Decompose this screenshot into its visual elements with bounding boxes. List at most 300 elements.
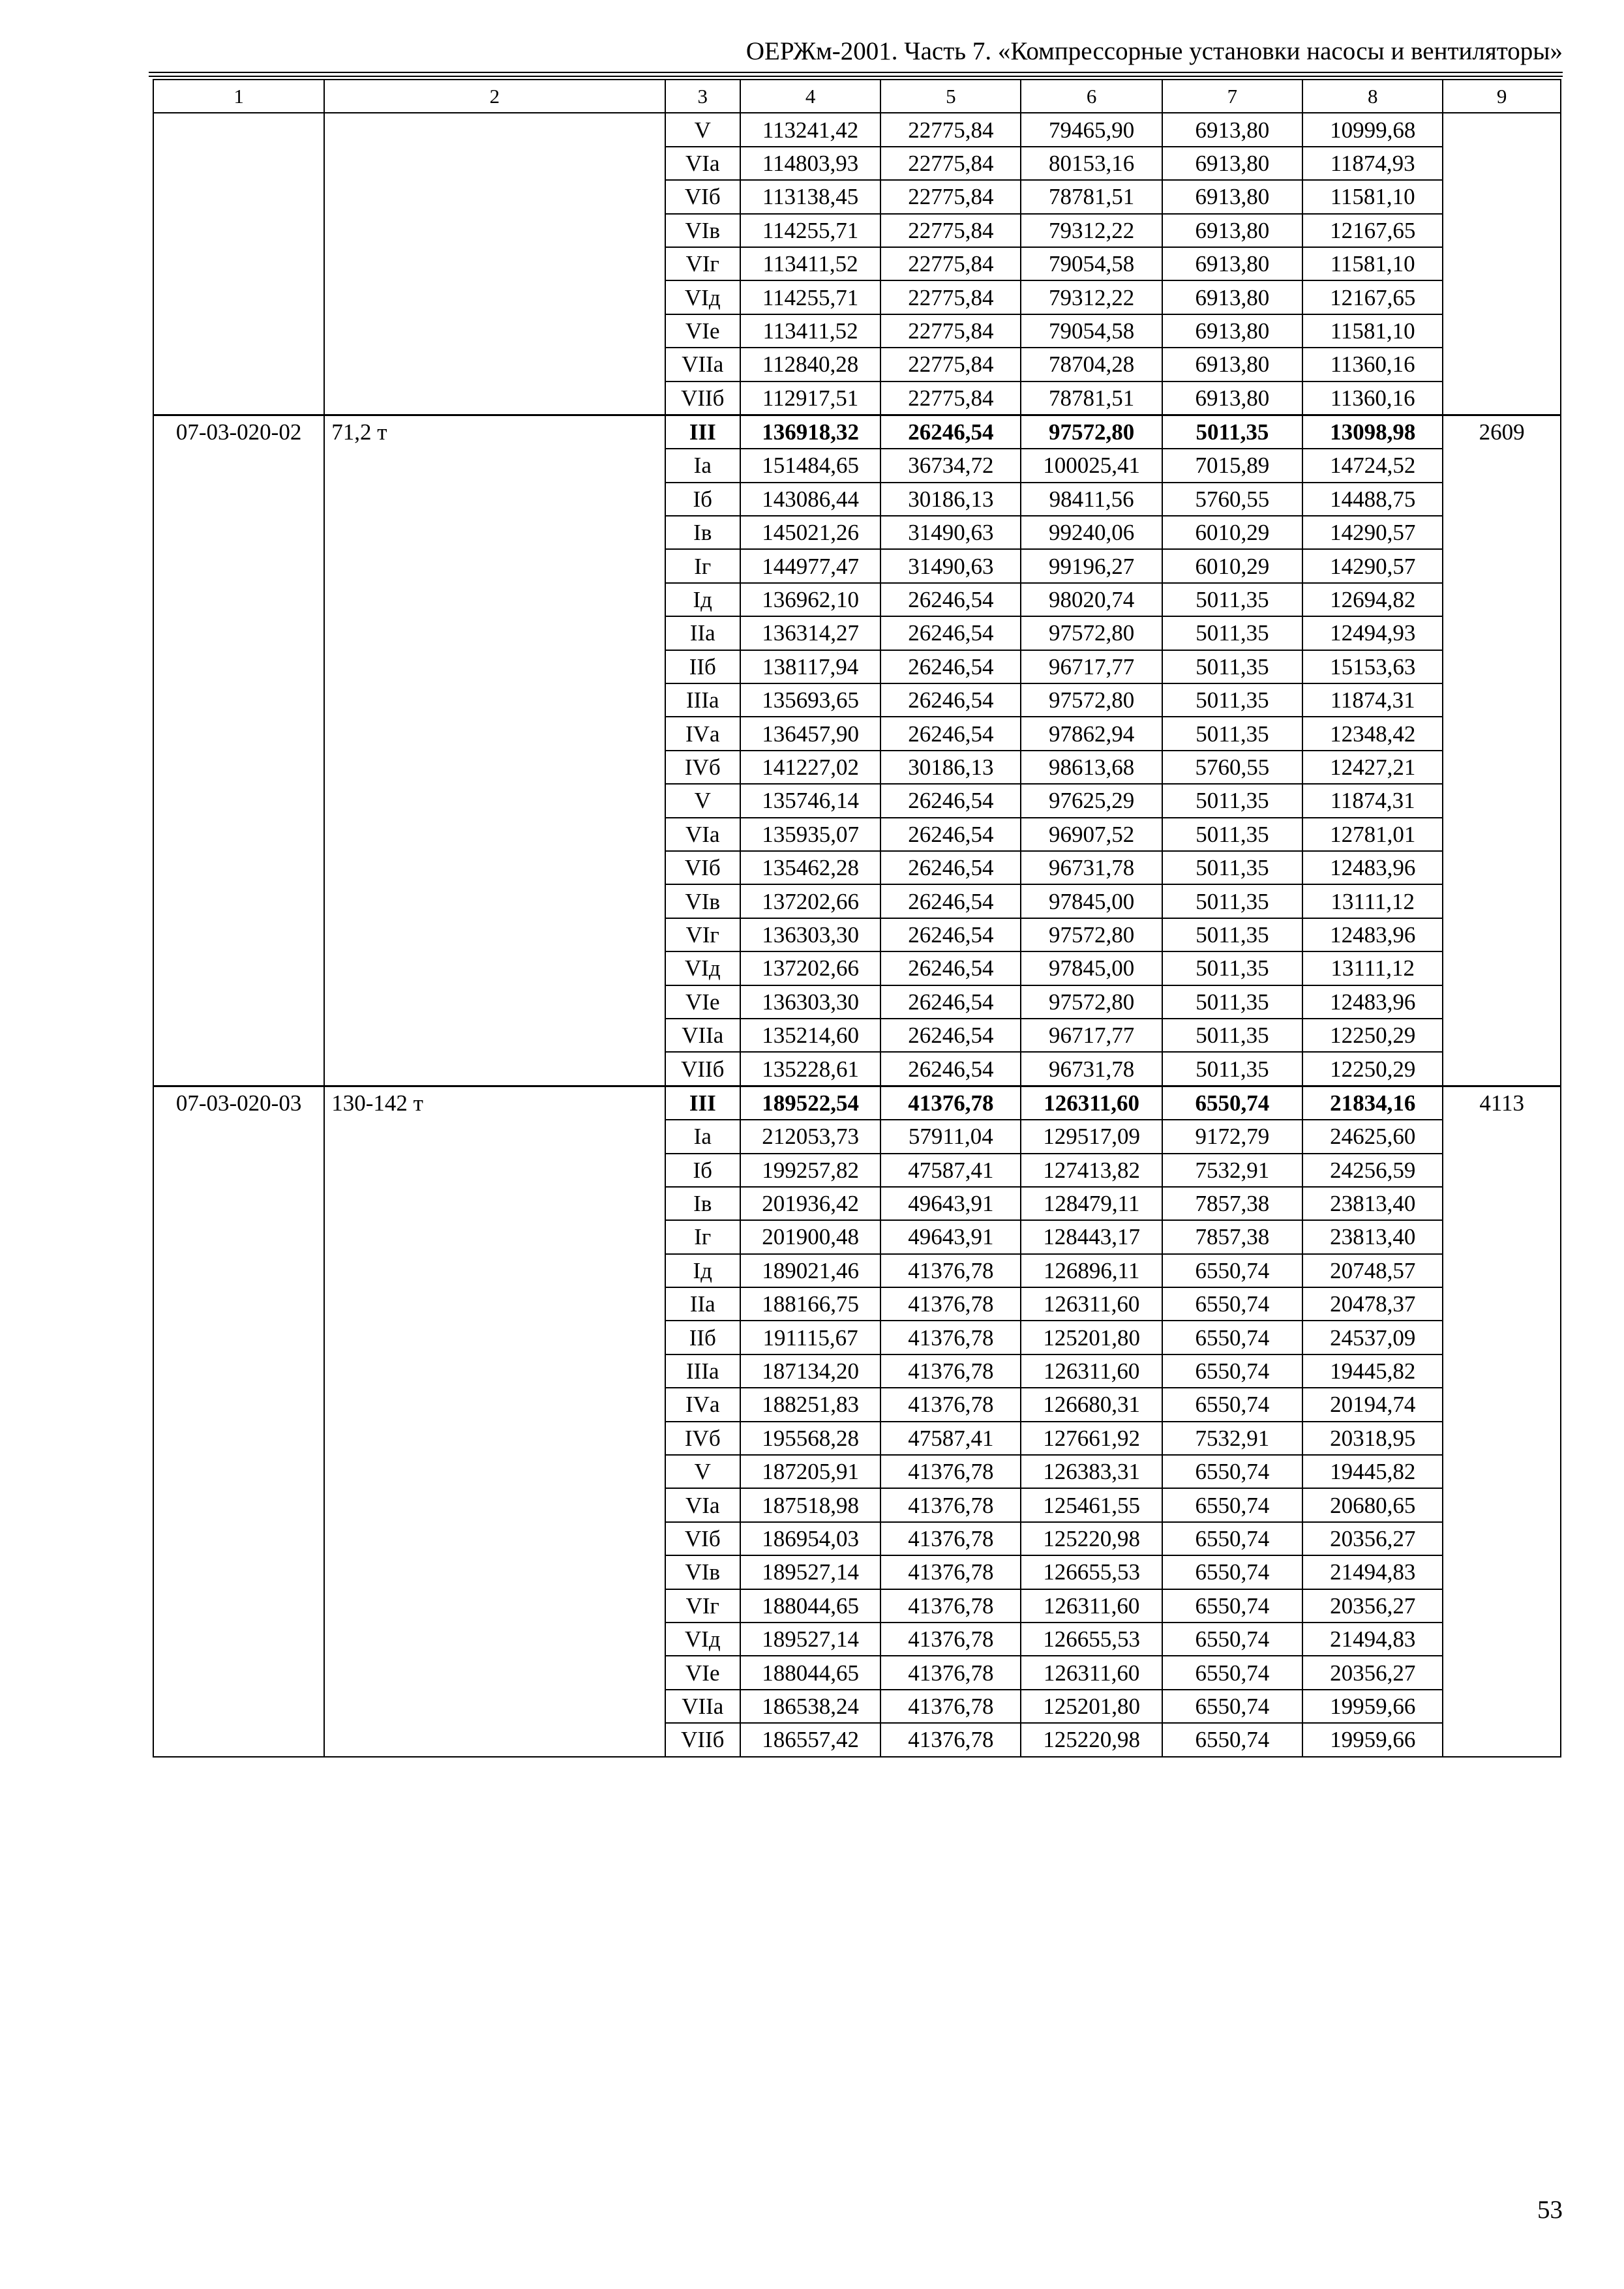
value-cell: 6550,74: [1162, 1690, 1302, 1723]
page-header-title: ОЕРЖм-2001. Часть 7. «Компрессорные установки насосы и вентиляторы»: [745, 37, 1563, 65]
value-cell: 26246,54: [880, 683, 1021, 717]
value-cell: 126311,60: [1021, 1589, 1162, 1623]
value-cell: 22775,84: [880, 348, 1021, 381]
value-cell: 12494,93: [1302, 616, 1443, 650]
value-cell: 14488,75: [1302, 483, 1443, 516]
value-cell: 126680,31: [1021, 1388, 1162, 1421]
value-cell: 20318,95: [1302, 1422, 1443, 1455]
value-cell: 189522,54: [740, 1086, 880, 1120]
column-number: 1: [153, 80, 324, 113]
value-cell: 97572,80: [1021, 415, 1162, 449]
value-cell: 98020,74: [1021, 583, 1162, 616]
value-cell: 13111,12: [1302, 951, 1443, 985]
value-cell: 136918,32: [740, 415, 880, 449]
value-cell: 6550,74: [1162, 1455, 1302, 1488]
value-cell: 22775,84: [880, 314, 1021, 348]
value-cell: 97862,94: [1021, 717, 1162, 750]
category-cell: Iб: [665, 1154, 740, 1187]
value-cell: 6913,80: [1162, 214, 1302, 247]
value-cell: 49643,91: [880, 1220, 1021, 1253]
value-cell: 97572,80: [1021, 683, 1162, 717]
value-cell: 113138,45: [740, 180, 880, 213]
value-cell: 79465,90: [1021, 113, 1162, 146]
value-cell: 188044,65: [740, 1656, 880, 1689]
column-number-row: [153, 80, 1561, 113]
resource-name-cell: 71,2 т: [324, 415, 665, 1086]
value-cell: 41376,78: [880, 1522, 1021, 1555]
category-cell: VIIа: [665, 348, 740, 381]
value-cell: 99196,27: [1021, 549, 1162, 582]
page-number: 53: [1537, 2196, 1563, 2224]
value-cell: 126311,60: [1021, 1287, 1162, 1321]
value-cell: 6913,80: [1162, 180, 1302, 213]
category-cell: VIIа: [665, 1019, 740, 1052]
value-cell: 135746,14: [740, 784, 880, 817]
value-cell: 11874,31: [1302, 784, 1443, 817]
value-cell: 41376,78: [880, 1656, 1021, 1689]
value-cell: 189527,14: [740, 1623, 880, 1656]
value-cell: 20680,65: [1302, 1488, 1443, 1521]
value-cell: 5011,35: [1162, 415, 1302, 449]
value-cell: 6550,74: [1162, 1254, 1302, 1287]
value-cell: 21494,83: [1302, 1623, 1443, 1656]
value-cell: 5011,35: [1162, 884, 1302, 918]
value-cell: 20356,27: [1302, 1589, 1443, 1623]
value-cell: 6913,80: [1162, 247, 1302, 280]
column-number: 4: [740, 80, 880, 113]
value-cell: 22775,84: [880, 247, 1021, 280]
category-cell: IIIа: [665, 1354, 740, 1388]
value-cell: 31490,63: [880, 549, 1021, 582]
value-cell: 114803,93: [740, 147, 880, 180]
value-cell: 5011,35: [1162, 784, 1302, 817]
value-cell: 11360,16: [1302, 382, 1443, 415]
value-cell: 26246,54: [880, 784, 1021, 817]
value-cell: 5760,55: [1162, 751, 1302, 784]
value-cell: 22775,84: [880, 214, 1021, 247]
value-cell: 97572,80: [1021, 918, 1162, 951]
value-cell: 11360,16: [1302, 348, 1443, 381]
value-cell: 26246,54: [880, 415, 1021, 449]
resource-code-cell: 07-03-020-02: [153, 415, 324, 1086]
value-cell: 127661,92: [1021, 1422, 1162, 1455]
value-cell: 135214,60: [740, 1019, 880, 1052]
value-cell: 5011,35: [1162, 918, 1302, 951]
value-cell: 6550,74: [1162, 1354, 1302, 1388]
value-cell: 41376,78: [880, 1455, 1021, 1488]
category-cell: VIд: [665, 1623, 740, 1656]
value-cell: 12427,21: [1302, 751, 1443, 784]
value-cell: 126383,31: [1021, 1455, 1162, 1488]
value-cell: 6913,80: [1162, 382, 1302, 415]
value-cell: 191115,67: [740, 1321, 880, 1354]
value-cell: 6550,74: [1162, 1723, 1302, 1756]
value-cell: 195568,28: [740, 1422, 880, 1455]
value-cell: 57911,04: [880, 1120, 1021, 1153]
value-cell: 96731,78: [1021, 1052, 1162, 1086]
value-cell: 5011,35: [1162, 951, 1302, 985]
value-cell: 22775,84: [880, 280, 1021, 314]
value-cell: 114255,71: [740, 214, 880, 247]
value-cell: 99240,06: [1021, 516, 1162, 549]
value-cell: 199257,82: [740, 1154, 880, 1187]
value-cell: 126311,60: [1021, 1086, 1162, 1120]
value-cell: 26246,54: [880, 951, 1021, 985]
value-cell: 126311,60: [1021, 1656, 1162, 1689]
value-cell: 5011,35: [1162, 985, 1302, 1019]
value-cell: 26246,54: [880, 650, 1021, 683]
column-9-cell: 2609: [1443, 415, 1561, 1086]
value-cell: 12348,42: [1302, 717, 1443, 750]
value-cell: 136303,30: [740, 918, 880, 951]
category-cell: III: [665, 1086, 740, 1120]
value-cell: 24537,09: [1302, 1321, 1443, 1354]
category-cell: VIг: [665, 918, 740, 951]
value-cell: 6550,74: [1162, 1623, 1302, 1656]
category-cell: VIа: [665, 147, 740, 180]
value-cell: 144977,47: [740, 549, 880, 582]
value-cell: 186538,24: [740, 1690, 880, 1723]
category-cell: III: [665, 415, 740, 449]
category-cell: IIа: [665, 616, 740, 650]
value-cell: 188251,83: [740, 1388, 880, 1421]
value-cell: 7857,38: [1162, 1220, 1302, 1253]
value-cell: 6913,80: [1162, 113, 1302, 146]
header-rule-bottom: [149, 76, 1563, 77]
value-cell: 5011,35: [1162, 717, 1302, 750]
value-cell: 14290,57: [1302, 516, 1443, 549]
value-cell: 6550,74: [1162, 1086, 1302, 1120]
value-cell: 5011,35: [1162, 683, 1302, 717]
column-number: 6: [1021, 80, 1162, 113]
value-cell: 98411,56: [1021, 483, 1162, 516]
value-cell: 41376,78: [880, 1555, 1021, 1589]
value-cell: 26246,54: [880, 717, 1021, 750]
value-cell: 19959,66: [1302, 1723, 1443, 1756]
value-cell: 78704,28: [1021, 348, 1162, 381]
value-cell: 188166,75: [740, 1287, 880, 1321]
value-cell: 128443,17: [1021, 1220, 1162, 1253]
value-cell: 47587,41: [880, 1154, 1021, 1187]
column-9-cell: 4113: [1443, 1086, 1561, 1756]
value-cell: 14290,57: [1302, 549, 1443, 582]
value-cell: 41376,78: [880, 1321, 1021, 1354]
value-cell: 21834,16: [1302, 1086, 1443, 1120]
value-cell: 5011,35: [1162, 616, 1302, 650]
category-cell: VIб: [665, 851, 740, 884]
column-9-cell: [1443, 113, 1561, 415]
category-cell: V: [665, 1455, 740, 1488]
value-cell: 19959,66: [1302, 1690, 1443, 1723]
value-cell: 20748,57: [1302, 1254, 1443, 1287]
category-cell: IVа: [665, 1388, 740, 1421]
value-cell: 12250,29: [1302, 1019, 1443, 1052]
value-cell: 41376,78: [880, 1388, 1021, 1421]
value-cell: 79054,58: [1021, 314, 1162, 348]
table-body: [153, 80, 1561, 1757]
resource-name-cell: [324, 113, 665, 415]
category-cell: IIа: [665, 1287, 740, 1321]
category-cell: VIв: [665, 1555, 740, 1589]
category-cell: V: [665, 784, 740, 817]
value-cell: 6913,80: [1162, 147, 1302, 180]
category-cell: IIб: [665, 650, 740, 683]
value-cell: 137202,66: [740, 951, 880, 985]
resource-code-cell: [153, 113, 324, 415]
value-cell: 41376,78: [880, 1488, 1021, 1521]
value-cell: 138117,94: [740, 650, 880, 683]
value-cell: 6550,74: [1162, 1488, 1302, 1521]
value-cell: 26246,54: [880, 985, 1021, 1019]
value-cell: 24625,60: [1302, 1120, 1443, 1153]
value-cell: 24256,59: [1302, 1154, 1443, 1187]
value-cell: 31490,63: [880, 516, 1021, 549]
value-cell: 5011,35: [1162, 583, 1302, 616]
value-cell: 7015,89: [1162, 449, 1302, 482]
value-cell: 26246,54: [880, 583, 1021, 616]
category-cell: VIе: [665, 314, 740, 348]
value-cell: 23813,40: [1302, 1187, 1443, 1220]
value-cell: 20356,27: [1302, 1656, 1443, 1689]
value-cell: 125220,98: [1021, 1522, 1162, 1555]
value-cell: 41376,78: [880, 1589, 1021, 1623]
value-cell: 136314,27: [740, 616, 880, 650]
value-cell: 20194,74: [1302, 1388, 1443, 1421]
value-cell: 26246,54: [880, 818, 1021, 851]
value-cell: 22775,84: [880, 113, 1021, 146]
column-number: 3: [665, 80, 740, 113]
category-cell: Iб: [665, 483, 740, 516]
value-cell: 47587,41: [880, 1422, 1021, 1455]
value-cell: 7532,91: [1162, 1422, 1302, 1455]
value-cell: 6010,29: [1162, 549, 1302, 582]
value-cell: 96907,52: [1021, 818, 1162, 851]
value-cell: 127413,82: [1021, 1154, 1162, 1187]
value-cell: 19445,82: [1302, 1354, 1443, 1388]
value-cell: 22775,84: [880, 147, 1021, 180]
value-cell: 79312,22: [1021, 214, 1162, 247]
value-cell: 97845,00: [1021, 951, 1162, 985]
value-cell: 6550,74: [1162, 1555, 1302, 1589]
value-cell: 6550,74: [1162, 1287, 1302, 1321]
value-cell: 11874,31: [1302, 683, 1443, 717]
column-number: 2: [324, 80, 665, 113]
value-cell: 113241,42: [740, 113, 880, 146]
value-cell: 6550,74: [1162, 1321, 1302, 1354]
value-cell: 79312,22: [1021, 280, 1162, 314]
value-cell: 12483,96: [1302, 851, 1443, 884]
value-cell: 187518,98: [740, 1488, 880, 1521]
category-cell: V: [665, 113, 740, 146]
category-cell: Iа: [665, 1120, 740, 1153]
category-cell: Iд: [665, 583, 740, 616]
value-cell: 26246,54: [880, 616, 1021, 650]
value-cell: 128479,11: [1021, 1187, 1162, 1220]
category-cell: VIб: [665, 180, 740, 213]
value-cell: 7532,91: [1162, 1154, 1302, 1187]
value-cell: 11874,93: [1302, 147, 1443, 180]
value-cell: 145021,26: [740, 516, 880, 549]
value-cell: 13098,98: [1302, 415, 1443, 449]
value-cell: 6913,80: [1162, 314, 1302, 348]
value-cell: 112840,28: [740, 348, 880, 381]
value-cell: 100025,41: [1021, 449, 1162, 482]
category-cell: VIIа: [665, 1690, 740, 1723]
column-number: 7: [1162, 80, 1302, 113]
category-cell: Iв: [665, 516, 740, 549]
value-cell: 6913,80: [1162, 348, 1302, 381]
value-cell: 41376,78: [880, 1086, 1021, 1120]
resource-code-cell: 07-03-020-03: [153, 1086, 324, 1756]
category-cell: IVа: [665, 717, 740, 750]
value-cell: 26246,54: [880, 851, 1021, 884]
value-cell: 141227,02: [740, 751, 880, 784]
value-cell: 136457,90: [740, 717, 880, 750]
value-cell: 5011,35: [1162, 1019, 1302, 1052]
value-cell: 6550,74: [1162, 1388, 1302, 1421]
category-cell: IVб: [665, 1422, 740, 1455]
category-cell: VIв: [665, 884, 740, 918]
value-cell: 12781,01: [1302, 818, 1443, 851]
value-cell: 98613,68: [1021, 751, 1162, 784]
category-cell: VIд: [665, 280, 740, 314]
category-cell: VIв: [665, 214, 740, 247]
value-cell: 5011,35: [1162, 851, 1302, 884]
value-cell: 78781,51: [1021, 382, 1162, 415]
category-cell: Iв: [665, 1187, 740, 1220]
value-cell: 26246,54: [880, 1019, 1021, 1052]
value-cell: 126311,60: [1021, 1354, 1162, 1388]
table-row: [153, 415, 1561, 449]
value-cell: 41376,78: [880, 1690, 1021, 1723]
value-cell: 41376,78: [880, 1723, 1021, 1756]
value-cell: 20478,37: [1302, 1287, 1443, 1321]
category-cell: Iа: [665, 449, 740, 482]
value-cell: 97572,80: [1021, 616, 1162, 650]
value-cell: 23813,40: [1302, 1220, 1443, 1253]
value-cell: 30186,13: [880, 483, 1021, 516]
value-cell: 14724,52: [1302, 449, 1443, 482]
value-cell: 135935,07: [740, 818, 880, 851]
category-cell: IIIа: [665, 683, 740, 717]
value-cell: 125201,80: [1021, 1690, 1162, 1723]
column-number: 5: [880, 80, 1021, 113]
category-cell: VIе: [665, 985, 740, 1019]
category-cell: VIIб: [665, 1723, 740, 1756]
value-cell: 26246,54: [880, 884, 1021, 918]
value-cell: 41376,78: [880, 1354, 1021, 1388]
value-cell: 78781,51: [1021, 180, 1162, 213]
value-cell: 12483,96: [1302, 985, 1443, 1019]
value-cell: 129517,09: [1021, 1120, 1162, 1153]
value-cell: 97845,00: [1021, 884, 1162, 918]
header-rule-top: [149, 72, 1563, 73]
value-cell: 30186,13: [880, 751, 1021, 784]
value-cell: 12483,96: [1302, 918, 1443, 951]
value-cell: 22775,84: [880, 180, 1021, 213]
value-cell: 80153,16: [1021, 147, 1162, 180]
column-number: 8: [1302, 80, 1443, 113]
value-cell: 136303,30: [740, 985, 880, 1019]
value-cell: 189527,14: [740, 1555, 880, 1589]
value-cell: 188044,65: [740, 1589, 880, 1623]
value-cell: 126655,53: [1021, 1555, 1162, 1589]
value-cell: 112917,51: [740, 382, 880, 415]
value-cell: 6550,74: [1162, 1589, 1302, 1623]
value-cell: 96717,77: [1021, 1019, 1162, 1052]
value-cell: 5011,35: [1162, 1052, 1302, 1086]
value-cell: 19445,82: [1302, 1455, 1443, 1488]
category-cell: IVб: [665, 751, 740, 784]
value-cell: 49643,91: [880, 1187, 1021, 1220]
value-cell: 151484,65: [740, 449, 880, 482]
category-cell: Iг: [665, 1220, 740, 1253]
resource-name-cell: 130-142 т: [324, 1086, 665, 1756]
value-cell: 201936,42: [740, 1187, 880, 1220]
value-cell: 6550,74: [1162, 1522, 1302, 1555]
price-table: [153, 79, 1561, 1758]
value-cell: 189021,46: [740, 1254, 880, 1287]
value-cell: 13111,12: [1302, 884, 1443, 918]
value-cell: 9172,79: [1162, 1120, 1302, 1153]
value-cell: 125220,98: [1021, 1723, 1162, 1756]
value-cell: 212053,73: [740, 1120, 880, 1153]
value-cell: 12694,82: [1302, 583, 1443, 616]
category-cell: VIд: [665, 951, 740, 985]
value-cell: 113411,52: [740, 314, 880, 348]
value-cell: 21494,83: [1302, 1555, 1443, 1589]
category-cell: VIе: [665, 1656, 740, 1689]
value-cell: 5011,35: [1162, 818, 1302, 851]
value-cell: 6913,80: [1162, 280, 1302, 314]
category-cell: Iг: [665, 549, 740, 582]
category-cell: VIб: [665, 1522, 740, 1555]
category-cell: VIа: [665, 1488, 740, 1521]
value-cell: 113411,52: [740, 247, 880, 280]
category-cell: VIIб: [665, 1052, 740, 1086]
category-cell: IIб: [665, 1321, 740, 1354]
value-cell: 11581,10: [1302, 180, 1443, 213]
value-cell: 36734,72: [880, 449, 1021, 482]
value-cell: 20356,27: [1302, 1522, 1443, 1555]
value-cell: 135228,61: [740, 1052, 880, 1086]
value-cell: 22775,84: [880, 382, 1021, 415]
value-cell: 41376,78: [880, 1287, 1021, 1321]
value-cell: 97572,80: [1021, 985, 1162, 1019]
value-cell: 10999,68: [1302, 113, 1443, 146]
category-cell: Iд: [665, 1254, 740, 1287]
column-number: 9: [1443, 80, 1561, 113]
value-cell: 96731,78: [1021, 851, 1162, 884]
value-cell: 12167,65: [1302, 280, 1443, 314]
value-cell: 137202,66: [740, 884, 880, 918]
category-cell: VIа: [665, 818, 740, 851]
value-cell: 26246,54: [880, 1052, 1021, 1086]
value-cell: 125201,80: [1021, 1321, 1162, 1354]
value-cell: 12250,29: [1302, 1052, 1443, 1086]
value-cell: 11581,10: [1302, 314, 1443, 348]
value-cell: 97625,29: [1021, 784, 1162, 817]
value-cell: 15153,63: [1302, 650, 1443, 683]
table-row: [153, 113, 1561, 146]
value-cell: 41376,78: [880, 1623, 1021, 1656]
value-cell: 5760,55: [1162, 483, 1302, 516]
value-cell: 186954,03: [740, 1522, 880, 1555]
category-cell: VIIб: [665, 382, 740, 415]
table-row: [153, 1086, 1561, 1120]
value-cell: 11581,10: [1302, 247, 1443, 280]
category-cell: VIг: [665, 1589, 740, 1623]
